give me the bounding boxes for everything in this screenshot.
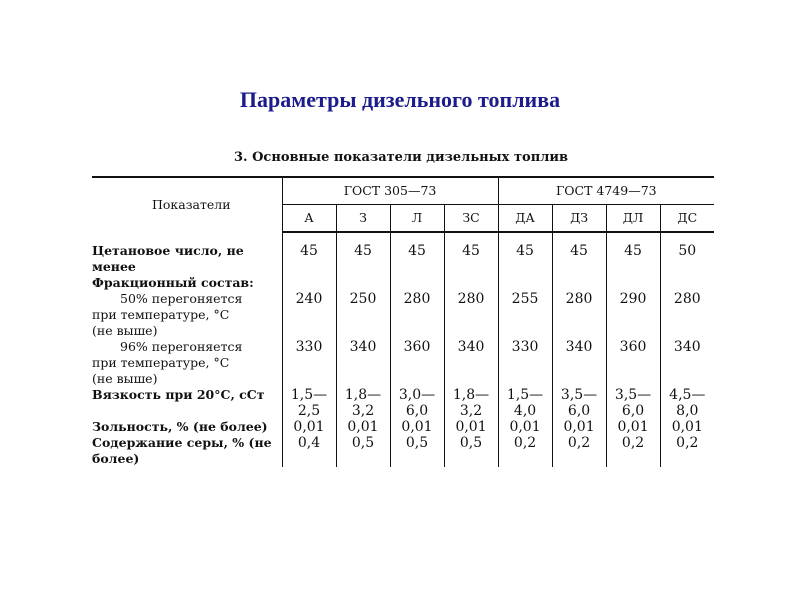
cell: 0,01 — [606, 419, 660, 435]
viscosity-min: 4,5— — [669, 387, 706, 403]
cell: 50 — [660, 243, 714, 275]
row-label-fraction: Фракционный состав: — [92, 275, 254, 290]
viscosity-min: 3,0— — [398, 387, 436, 403]
viscosity-max: 3,2 — [459, 403, 483, 419]
cell: 0,01 — [390, 419, 444, 435]
cell: 0,01 — [282, 419, 336, 435]
row-label-f96-line: при температуре, °С — [92, 355, 230, 370]
table-caption: 3. Основные показатели дизельных топлив — [234, 150, 569, 165]
cell: 0,2 — [552, 435, 606, 467]
grade-header: ДЛ — [606, 205, 660, 233]
fuel-parameters-table — [92, 176, 714, 467]
cell — [444, 387, 498, 419]
table-header-row — [92, 177, 714, 205]
viscosity-min: 1,5— — [506, 387, 544, 403]
cell: 45 — [444, 243, 498, 275]
grade-header: ДЗ — [552, 205, 606, 233]
viscosity-max: 8,0 — [676, 403, 699, 419]
cell: 340 — [552, 339, 606, 387]
row-label-f96-line: 96% перегоняется — [120, 339, 243, 354]
row-label-sulfur-line: более) — [92, 451, 140, 466]
viscosity-max: 6,0 — [621, 403, 645, 419]
row-label-cetane: Цетановое число, не менее — [92, 243, 244, 274]
cell: 0,01 — [444, 419, 498, 435]
cell: 290 — [606, 291, 660, 339]
group-header-gost-305: ГОСТ 305—73 — [282, 177, 498, 205]
viscosity-max: 4,0 — [513, 403, 537, 419]
cell: 0,01 — [552, 419, 606, 435]
row-label-f50-line: 50% перегоняется — [120, 291, 243, 306]
cell: 250 — [336, 291, 390, 339]
cell: 0,01 — [336, 419, 390, 435]
cell: 280 — [552, 291, 606, 339]
viscosity-min: 3,5— — [560, 387, 598, 403]
grade-header: ДА — [498, 205, 552, 233]
cell: 0,01 — [660, 419, 714, 435]
viscosity-min: 1,8— — [344, 387, 382, 403]
cell: 280 — [660, 291, 714, 339]
slide-title: Параметры дизельного топлива — [239, 87, 561, 112]
cell: 0,5 — [444, 435, 498, 467]
grade-header: Л — [390, 205, 444, 233]
table-row — [92, 419, 714, 435]
cell: 0,2 — [660, 435, 714, 467]
cell: 240 — [282, 291, 336, 339]
viscosity-min: 3,5— — [614, 387, 652, 403]
cell: 280 — [444, 291, 498, 339]
cell: 340 — [444, 339, 498, 387]
grade-header: З — [336, 205, 390, 233]
row-label-f50-line: (не выше) — [92, 323, 158, 338]
column-header-parameters: Показатели — [92, 177, 282, 232]
cell — [336, 387, 390, 419]
cell — [282, 387, 336, 419]
cell: 0,01 — [498, 419, 552, 435]
cell: 340 — [336, 339, 390, 387]
cell: 360 — [606, 339, 660, 387]
table-row — [92, 275, 714, 291]
row-label-sulfur-line: Содержание серы, % (не — [92, 435, 272, 450]
cell: 0,4 — [282, 435, 336, 467]
table-row — [92, 291, 714, 339]
cell: 340 — [660, 339, 714, 387]
table-row — [92, 243, 714, 275]
cell: 45 — [282, 243, 336, 275]
cell — [552, 387, 606, 419]
cell: 45 — [498, 243, 552, 275]
viscosity-max: 3,2 — [351, 403, 375, 419]
cell: 330 — [498, 339, 552, 387]
viscosity-max: 2,5 — [297, 403, 321, 419]
table-row — [92, 387, 714, 419]
row-label-f96-line: (не выше) — [92, 371, 158, 386]
cell: 0,5 — [390, 435, 444, 467]
row-label-ash: Зольность, % (не более) — [92, 419, 268, 434]
cell: 0,2 — [498, 435, 552, 467]
cell: 0,2 — [606, 435, 660, 467]
cell: 280 — [390, 291, 444, 339]
viscosity-max: 6,0 — [567, 403, 591, 419]
grade-header: ЗС — [444, 205, 498, 233]
viscosity-max: 6,0 — [405, 403, 429, 419]
cell: 360 — [390, 339, 444, 387]
grade-header: ДС — [660, 205, 714, 233]
row-label-f50-line: при температуре, °С — [92, 307, 230, 322]
row-label-viscosity: Вязкость при 20°С, сСт — [92, 387, 265, 402]
cell: 45 — [336, 243, 390, 275]
cell — [660, 387, 714, 419]
cell: 0,5 — [336, 435, 390, 467]
cell — [498, 387, 552, 419]
group-header-gost-4749: ГОСТ 4749—73 — [498, 177, 714, 205]
cell: 330 — [282, 339, 336, 387]
table-row — [92, 435, 714, 467]
viscosity-min: 1,5— — [290, 387, 328, 403]
cell: 45 — [390, 243, 444, 275]
cell: 255 — [498, 291, 552, 339]
table-row — [92, 339, 714, 387]
cell — [390, 387, 444, 419]
grade-header: А — [282, 205, 336, 233]
cell — [606, 387, 660, 419]
cell: 45 — [606, 243, 660, 275]
viscosity-min: 1,8— — [452, 387, 490, 403]
cell: 45 — [552, 243, 606, 275]
